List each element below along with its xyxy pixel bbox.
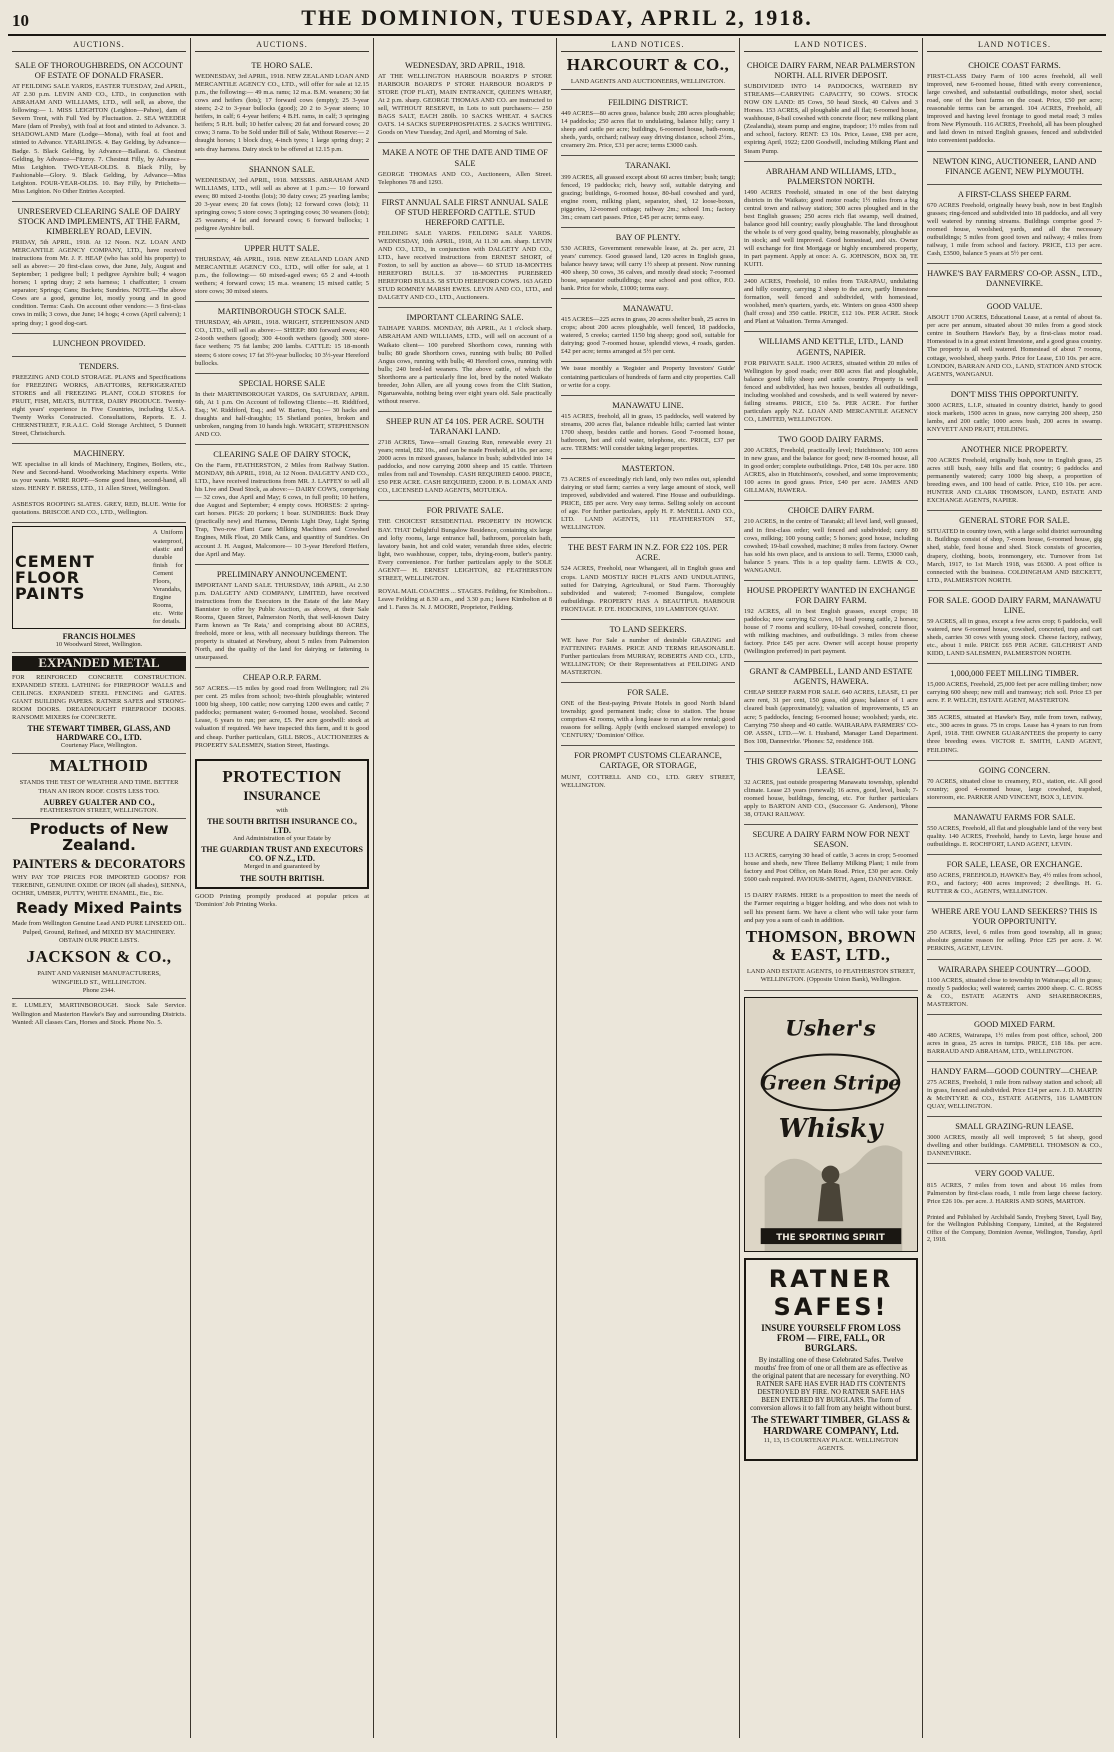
advertisement [927,152,1102,185]
ad-heading: 1,000,000 FEET MILLING TIMBER. [950,669,1079,679]
ad-heading: MACHINERY. [73,449,125,459]
ad-body: 250 ACRES, level, 6 miles from good township, all in grass; absolute genuine reason for selling. Price £25 per acre. J. W. PERKINS, AGENT, LEVIN. [927,929,1102,953]
advertisement [927,808,1102,855]
advertisement [927,855,1102,902]
ad-heading: FOR SALE, LEASE, OR EXCHANGE. [946,859,1083,869]
ad-body: ABOUT 1700 ACRES, Educational Lease, at a rental of about 6s. per acre per annum, situated about 30 miles from a good stock centre in Southern Hawke's Bay, by a first-class motor road. Homestead is in a great extent limestone, and a good grass country. The property is all well watered. Homestead of about 7 rooms, cottage, woolshed, sheep yards. Price for Lease, £10 10s. per acre. LONDON, BARRAN AND CO., LAND, STATION AND STOCK AGENTS, WANGANUI. [927,314,1102,378]
ad-body: WEDNESDAY, 3rd APRIL, 1918. MESSRS. ABRAHAM AND WILLIAMS, LTD., will sell as above at 1 p.m.:— 10 forward ewes; 80 mixed 2-tooths (lots); 30 dairy cows; 25 yearling lambs; 20 3-year ewes; 20 fat cows (lots); 12 forward cows (lots); 11 springing cows; 5 store cows; 3 springing cows; 30 weaners (lots); 25 weaners; 4 fat and forward cows; 6 forward bullocks; 1 pedigree Ayrshire bull. [195,176,369,232]
ad-heading: NEWTON KING, AUCTIONEER, LAND AND FINANCE AGENT, NEW PLYMOUTH. [932,156,1097,176]
ad-heading: MASTERTON. [621,463,675,473]
ad-heading: WILLIAMS AND KETTLE, LTD., LAND AGENTS, NAPIER. [758,337,904,357]
advertisement [927,185,1102,264]
ad-body: In their MARTINBOROUGH YARDS, On SATURDAY, APRIL 6th, At 1 p.m. On Account of following Clients:—H. Riddiford, Esq.; W. Riddiford, Esq.; and W. Barton, Esq.:— 30 hacks and draughts and half-draughts; 15 Shetland ponies, broken and unbroken, ranging from 10 hands high. WRIGHT, STEPHENSON AND CO. [195,390,369,438]
column-2: AUCTIONS. TE HORO SALE. WEDNESDAY, 3rd APRIL, 1918. NEW ZEALAND LOAN AND MERCANTILE AGENCY CO., LTD., will offer for sale at 12.15 p.m., the following:— 49 m.a. rams; 12 m.a. B.M. weaners; 30 fat cows and heifers (lots); 17 forward cows (empty); 25 3-year steers; 2-2 to 3-year bullocks (good); 20 2 to 3-year steers; 10 heifers, in calf; 6 4-year heifers; 4 B.H. rams, in calf; 3 springing heifers; 5 R.H. bull; 10 heifer calves; 20 fat and forward cows; 20 cows; 3 rams. To be Sold under Bill of Sale, Without Reserve:— 2 draught horses; 1 block dray, 4-inch tyres; 1 large spring dray; 2 sets dray harness. Dairy stock to be offered at 12.15 p.m. SHANNON SALE. WEDNESDAY, 3rd APRIL, 1918. MESSRS. ABRAHAM AND WILLIAMS, LTD., will sell as above at 1 p.m.:— 10 forward ewes; 80 mixed 2-tooths (lots); 30 dairy cows; 25 yearling lambs; 20 3-year ewes; 20 fat cows (lots); 12 forward cows (lots); 11 springing cows; 5 store cows; 3 springing cows; 30 weaners (lots); 25 weaners; 4 fat and forward cows; 6 forward bullocks; 1 pedigree Ayrshire bull. UPPER HUTT SALE. THURSDAY, 4th APRIL, 1918. NEW ZEALAND LOAN AND MERCANTILE AGENCY CO., LTD., will offer for sale, at 1 p.m., the following:— 60 mixed-aged ewes; 65 2 and 4-tooth wethers; 4 forward cows; 15 m.a. weaners; 15 mixed cattle; 5 store cows; 30 mixed steers. MARTINBOROUGH STOCK SALE. THURSDAY, 4th APRIL, 1918. WRIGHT, STEPHENSON AND CO., LTD., will sell as above:— SHEEP: 800 forward ewes; 400 2-tooth wethers (good); 300 4-tooth wethers (good); 300 store-face wethers; 75 fat lambs; 200 lambs. CATTLE: 15 18-month steers; 6 store cows; 17 fat 3½-year bullocks; 10 3½-year Hereford bullocks. SPECIAL HORSE SALE In their MARTINBOROUGH YARDS, On SATURDAY, APRIL 6th, At 1 p.m. On Account of following Clients:—H. Riddiford, Esq.; W. Riddiford, Esq.; and W. Barton, Esq.:— 30 hacks and draughts and half-draughts; 15 Shetland ponies, broken and unbroken, ranging from 10 hands high. WRIGHT, STEPHENSON AND CO. CLEARING SALE OF DAIRY STOCK, On the Farm, FEATHERSTON, 2 Miles from Railway Station. MONDAY, 8th APRIL, 1918, At 12 Noon. DALGETY AND CO., LTD., have received instructions from MR. J. LAFFEY to sell all his Live and Dead Stock, as above:— DAIRY COWS, comprising— 32 cows, due April and May; 6 cows, in full profit; 10 heifers, due August and September; 4 empty cows. HORSES: 2 spring-cart horses. PIGS: 20 porkers; 1 boar. SUNDRIES: Buck Dray (practically new) and Harness, Dennis Light Dray, Light Spring Trap, Two-row Plant Cane Milking Machines and Cowshed Engines, Milk Float, 20 Milk Cans, and quantity of Sundries. On account J. H. August, Malcomore— 10 3-year Hereford Heifers, due April and May. PRELIMINARY ANNOUNCEMENT. IMPORTANT LAND SALE. THURSDAY, 18th APRIL, At 2.30 p.m. DALGETY AND COMPANY, LIMITED, have received instructions from the Executors in the Estate of the late Mary Bannister to offer by Public Auction, as above, at their Sale Rooms, Queen Street, Palmerston North, that well-known Dairy Farm known as 'Te Rata,' and comprising about 80 ACRES, freehold, more or less, with all necessary buildings thereon. The property is situated at Newbury, about 5 miles from Palmerston North, and the quality of the land for dairying or fattening is unsurpassed. CHEAP O.R.P. FARM. 567 ACRES.—15 miles by good road from Wellington; rail 2¼ per cent. 25 miles from school; two-thirds ploughable; wintered 1000 big sheep, 100 cattle; now carrying 1200 ewes and cattle; 7 paddocks; permanent water; 6-roomed house, woolshed. Second Lease, 6 years to run; per acre, £5. Per acre goodwill: stock at valuation if required. We have inspected this farm, and it is good and cheap. Further particulars, GILL BROS., AUCTIONEERS & PROPERTY SALESMEN, Station Street, Hastings. PROTECTION INSURANCE with THE SOUTH BRITISH INSURANCE CO., LTD. And Administration of your Estate by THE GUARDIAN TRUST AND EXECUTORS CO. OF N.Z., LTD. Merged in and guaranteed by THE SOUTH BRITISH. GOOD Printing promptly produced at popular prices at 'Dominion' Job Printing Works. [191,38,374,1738]
ad-body: THURSDAY, 4th APRIL, 1918. WRIGHT, STEPHENSON AND CO., LTD., will sell as above:— SHEEP: 800 forward ewes; 400 2-tooth wethers (good); 300 4-tooth wethers (good); 300 store-face wethers; 75 fat lambs; 200 lambs. CATTLE: 15 18-month steers; 6 store cows; 17 fat 3½-year bullocks; 10 3½-year Hereford bullocks. [195,319,369,367]
ad-heading: SHANNON SALE. [248,164,316,174]
ad-body: 275 ACRES, Freehold, 1 mile from railway station and school; all in grass, fenced and subdivided. Price £14 per acre. J. D. MARTIN & McINTYRE & CO., ESTATE AGENTS, 116 LAMBTON QUAY, WELLINGTON. [927,1079,1102,1111]
ad-body: 530 ACRES, Government renewable lease, at 2s. per acre, 21 years' currency. Good grassed land, 120 acres in English grass, balance heavy tawa; will carry 1½ sheep at present. Now running 400 sheep, 30 cows, 36 calves, and mostly dead stock; 7-roomed house, separator outbuildings; near school and post office, P.O. bank. Price for whole, £1000; terms easy. [561,244,735,293]
advertisement [744,501,918,580]
ad-body: 70 ACRES, situated close to creamery, P.O., station, etc. All good country; good 4-roomed house, large cowshed, trapshed, storeroom, etc. PARKER AND VINCENT, BOX 3, LEVIN. [927,777,1102,801]
ad-body: 670 ACRES Freehold, originally heavy bush, now in best English grasses; ring-fenced and subdivided into 18 paddocks, and all very well watered by running streams. Buildings comprise good 7-roomed house, woolshed, yards, and all the necessary outbuildings; 5 miles from good town and railway; 4 miles from railway, 1 mile from school and factory. PRICE, £13 per acre. Cash, £3500, balance 5 years at 5½ per cent. [927,201,1102,258]
ad-body: 415 ACRES—225 acres in grass, 20 acres shelter bush, 25 acres in crops; about 200 acres ploughable, well fenced, 18 paddocks, watered, 5 creeks; carried 1150 big sheep; good soil, suitable for dairying; good 7-roomed house, splendid views, 4 roads, garden. £42 per acre; terms arranged at 5½ per cent. [561,316,735,356]
ad-heading: MANAWATU FARMS FOR SALE. [953,812,1076,822]
ad-heading: HANDY FARM—GOOD COUNTRY—CHEAP. [931,1066,1098,1076]
ad-body: 700 ACRES Freehold, originally bush, now in English grass, 25 acres still bush, easy hills and flat country; 6 paddocks and permanently watered; carry 1000 big sheep, a proportion of breeding ewes, and 100 head of cattle. Price, £10 10s. per acre. HUNTER AND CLARK THOMSON, LAND, ESTATE AND EXCHANGE AGENTS, NAPIER. [927,457,1102,505]
column-3: WEDNESDAY, 3RD APRIL, 1918. AT THE WELLINGTON HARBOUR BOARD'S P STORE HARBOUR BOARD'S P STORE HARBOUR BOARD'S P STORE (TOP FLAT), MAIN ENTRANCE, QUEEN'S WHARF, At 2 p.m. sharp. GEORGE THOMAS AND CO. are instructed to sell, WITHOUT RESERVE, in Lots to suit purchasers:— 250 BAGS SALT, EACH 280lb. 10 SACKS WHEAT. 4 SACKS OATS. 14 SACKS SUPERPHOSPHATES. 2 SACKS WHITING. Goods on View Tuesday, 2nd April, and Morning of Sale. MAKE A NOTE OF THE DATE AND TIME OF SALE GEORGE THOMAS AND CO., Auctioneers, Allen Street. Telephones 78 and 1293. FIRST ANNUAL SALE FIRST ANNUAL SALE OF STUD HEREFORD CATTLE. STUD HEREFORD CATTLE. FEILDING SALE YARDS. FEILDING SALE YARDS. WEDNESDAY, 10th APRIL, 1918, At 11.30 a.m. sharp. LEVIN AND CO., LTD., in conjunction with DALGETY AND CO., LTD., have received instructions from ERNEST SHORT, of Foxton, to sell by auction as above— 60 STUD 18-MONTHS HEREFORD BULLS. 37 18-MONTHS PUREBRED HEREFORD BULLS. 58 STUD HEREFORD COWS. 163 AGED STUD ROMNEY MARSH EWES. LEVIN AND CO., LTD., and DALGETY AND CO., LTD., Auctioneers. IMPORTANT CLEARING SALE. TAIHAPE YARDS. MONDAY, 8th APRIL, At 1 o'clock sharp. ABRAHAM AND WILLIAMS, LTD., will sell on account of a Waikato client— 100 purebred Shorthorn cows, running with bulls; 80 grade Shorthorn cows, running with bulls; 80 Polled Angus cows, running with bulls; 40 Hereford cows, running with bulls; 240 bred-led weaners. The above cattle, of which the Shorthorns are a particularly fine lot, bred by the noted Waikato breeder, John Allen, are all young cows from the Clift Station, Ngaruawahia, nothing being over eight years old. Sale practically without reserve. SHEEP RUN AT £4 10S. PER ACRE. SOUTH TARANAKI LAND. 2718 ACRES, Tawa—small Grazing Run, renewable every 21 years; rental, £82 10s., and can be made Freehold, at 10s. per acre; 2000 acres in mixed grasses, balance in bush; subdivided into 14 paddocks, and now carrying 2000 sheep and 15 cattle. Thirteen miles from rail and Township. CASH REQUIRED £4000. PRICE, £50 PER ACRE. CASH REQUIRED, £2000. P. B. LOMAX AND CO., LICENSED LAND AGENTS, MOTUEKA. FOR PRIVATE SALE. THE CHOICEST RESIDENTIAL PROPERTY IN HOWICK BAY. THAT Delightful Bungalow Residence, containing six large and lofty rooms, large entrance hall, bathroom, porcelain bath, lavatory basin, hot and cold water, verandah three sides, electric light, two washhouse, copper, tubs, drying-room, butler's pantry. Every convenience. For further particulars apply to the SOLE AGENT— H. ERNEST LEIGHTON, 82 FEATHERSTON STREET, WELLINGTON. ROYAL MAIL COACHES ... STAGES. Feilding, for Kimbolton... Leave Feilding at 8.30 a.m., and 3.30 p.m.; leave Kimbolton at 8 and 1. Fares 3s. N. J. MOORE, Proprietor, Feilding. [374,38,557,1738]
expanded-metal-heading: EXPANDED METAL [12,656,186,670]
ad-body: 449 ACRES—80 acres grass, balance bush; 280 acres ploughable; 14 paddocks; 250 acres flat to undulating, balance hilly; carry 1 sheep and cattle per acre; buildings, 6-roomed house, bath-room, sheds, yards, orchard; railway easy driving distance, school 2½m., creamery 2m. Price, £31 per acre; terms £3000 cash. [561,110,735,150]
advertisement [927,1117,1102,1164]
jackson-co-heading: JACKSON & CO., [26,947,172,967]
advertisement [195,56,369,160]
ad-heading: THIS GROWS GRASS. STRAIGHT-OUT LONG LEASE. [745,756,917,776]
advertisement [927,664,1102,711]
ad-body: We issue monthly a 'Register and Property Investors' Guide' containing particulars of hundreds of farm and city properties. Call or write for a copy. [561,365,736,389]
page-number: 10 [12,11,29,30]
advertisement [561,620,735,683]
ad-heading: THE BEST FARM IN N.Z. FOR £22 10S. PER ACRE. [568,543,728,563]
advertisement [927,761,1102,808]
ad-heading: SPECIAL HORSE SALE [238,378,326,388]
advertisement [744,332,918,430]
printer-imprint: Printed and Published by Archibald Sando, Freyberg Street, Lyall Bay, for the Wellington Publishing Company, Limited, at the Registered Office of the Company, Dominion Avenue, Wellington, Tuesday, April 2, 1918. [927,1214,1102,1244]
ad-heading: GOOD VALUE. [986,302,1043,312]
ad-body: AT FEILDING SALE YARDS, EASTER TUESDAY, 2nd APRIL, AT 2.30 p.m. LEVIN AND CO., LTD., in conjunction with ABRAHAM AND WILLIAMS, LTD., will sell, as above, the following:— 1. MISS LEIGHTON (Leighton—Pahoe), dam of Severn Trent, with Full Yed by Fluctuation. 2. SEA WEEDER Mare (dam of Presby), with foal at foot and stinted to Advance. 3. SHADOWLAND Mare (Lodge—Mona), with foal at foot and stinted to Advance. YEARLINGS. 4. Bay Gelding, by Advance—Badge. 5. Black Gelding, by Advance—Ballarat. 6. Chestnut Gelding, by Advance—Fitzroy. 7. Chestnut Filly, by Advance—Miss Leighton. TWO-YEAR-OLDS. 8. Black Filly, by Fashionable—Glory. 9. Black Gelding, by Advance—Miss Leighton. FOUR-YEAR-OLDS. 10. Bay Filly, by Pritchetts—Miss Leighton. No Other Entries Accepted. [12,83,186,195]
ad-body: On the Farm, FEATHERSTON, 2 Miles from Railway Station. MONDAY, 8th APRIL, 1918, At 12 Noon. DALGETY AND CO., LTD., have received instructions from MR. J. LAFFEY to sell all his Live and Dead Stock, as above:— DAIRY COWS, comprising— 32 cows, due April and May; 6 cows, in full profit; 10 heifers, due August and September; 4 empty cows. HORSES: 2 spring-cart horses. PIGS: 20 porkers; 1 boar. SUNDRIES: Buck Dray (practically new) and Harness, Dennis Light Dray, Light Spring Trap, Two-row Plant Cane Milking Machines and Cowshed Engines, Milk Float, 20 Milk Cans, and quantity of Sundries. On account J. H. August, Malcomore— 10 3-year Hereford Heifers, due April and May. [195,462,369,558]
ad-heading: FOR SALE. [627,688,669,698]
advertisement [927,56,1102,152]
ad-body: 3000 ACRES, L.I.P., situated in country district, handy to good stock markets, 1500 acres in grass, now carrying 200 sheep, 250 lambs, and 200 cattle; 1000 acres bush, 200 acres in swamp. KNYVETT AND PRATT, FEILDING. [927,401,1102,433]
ad-heading: ANOTHER NICE PROPERTY. [960,444,1069,454]
ad-heading: FEILDING DISTRICT. [608,98,688,108]
advertisement [195,239,369,302]
advertisement [927,511,1102,590]
ad-heading: ABRAHAM AND WILLIAMS, LTD., PALMERSTON NORTH. [765,166,897,186]
column-heading: LAND NOTICES. [561,40,735,52]
ad-heading: UPPER HUTT SALE. [244,243,320,253]
advertisement [378,193,552,309]
ad-body: 113 ACRES, carrying 30 head of cattle, 3 acres in crop; 5-roomed house and sheds, new Three Bellamy Milking Plant; 1 mile from factory and Post Office, on Main Road. Price, £30 per acre. Only £600 cash required. PAVIOUR-SMITH, Agent, DANNEVIRKE. [744,852,918,884]
advertisement [744,56,918,162]
masthead-title: THE DOMINION, TUESDAY, APRIL 2, 1918. [301,5,813,30]
advertisement [744,275,918,332]
whisky-tagline: THE SPORTING SPIRIT [776,1232,885,1243]
advertisement [927,960,1102,1015]
advertisement [195,160,369,239]
ad-heading: WHERE ARE YOU LAND SEEKERS? THIS IS YOUR OPPORTUNITY. [931,907,1098,927]
ad-heading: TARANAKI. [625,161,671,171]
advertisement [744,662,918,751]
ad-heading: GOOD MIXED FARM. [973,1019,1056,1029]
ad-body: FOR PRIVATE SALE. 1900 ACRES, situated within 20 miles of Wellington by good roads; over 800 acres flat and ploughable, balance good hilly sheep and cattle country. Property is well fenced and subdivided, has two houses, besides all outbuildings, including woolshed and cowsheds, and is well watered by never-failing streams. PRICE, £10 5s. PER ACRE. For further particulars apply N.Z. LOAN AND MERCANTILE AGENCY CO., LIMITED, WELLINGTON. [744,359,918,423]
advertisement [561,683,735,746]
advertisement [927,440,1102,511]
advertisement [378,412,552,501]
ad-body: THE CHOICEST RESIDENTIAL PROPERTY IN HOWICK BAY. THAT Delightful Bungalow Residence, containing six large and lofty rooms, large entrance hall, bathroom, porcelain bath, lavatory basin, hot and cold water, verandah three sides, electric light, two washhouse, copper, tubs, drying-room, butler's pantry. Every convenience. For further particulars apply to the SOLE AGENT— H. ERNEST LEIGHTON, 82 FEATHERSTON STREET, WELLINGTON. [378,518,552,582]
column-6 [923,38,1106,1738]
advertisement [378,56,552,143]
ad-body: 815 ACRES, 7 miles from town and about 16 miles from Palmerston by first-class roads, 1 mile from large cheese factory. Price £26 10s. per acre. J. HARRIS AND SONS, MARTON. [927,1181,1102,1205]
column-4-ads [561,93,735,795]
advertisement [744,752,918,825]
advertisement [927,591,1102,664]
column-6-ads [927,56,1102,1211]
ad-heading: TE HORO SALE. [251,61,313,70]
newspaper-page [8,6,1106,1746]
advertisement [927,385,1102,440]
ad-body: 399 ACRES, all grassed except about 60 acres timber; bush; tangi; fenced, 19 paddocks; rich, heavy soil, suitable dairying and grazing; buildings, 6-roomed house, 80-bail cowshed and yard, engine room, milking plant, separator, shed, 12 loose-boxes, piggeries, 12-roomed cottage; railway 2m.; school 1m.; factory 3m.; cream cart passes. Price, £45 per acre; terms easy. [561,173,735,221]
ad-heading: LUNCHEON PROVIDED. [52,338,146,348]
column-5: LAND NOTICES. CHOICE DAIRY FARM, NEAR PALMERSTON NORTH. ALL RIVER DEPOSIT. SUBDIVIDED INTO 14 PADDOCKS, WATERED BY STREAMS—CARRYING CAPACITY, 90 COWS. STOCK NOW ON LAND: 85 Cows, 50 head Stock, 40 Calves and 3 Horses. 153 ACRES, all ploughable and all flat; 6-roomed house, washhouse, 8-bail cowshed with concrete floor; new milking plant (Zealandia), steam pump and engine, trapdoor; 1½ miles from rail and school, factory. RENT: £3 10s. Price, Lease, £98 per acre, expiring April, 1922; £200 Goodwill, including Milking Plant and Steam Pump. ABRAHAM AND WILLIAMS, LTD., PALMERSTON NORTH. 1490 ACRES Freehold, situated in one of the best dairying districts in the Waikato; good motor roads; 1½ miles from a big central town and railway station; 300 acres ploughed and in the best English grasses; 250 acres rich flat swamp, well drained, balance good hill country; easily ploughable. The land throughout the whole is of very good quality, being reasonably, ploughable as in stock; and well improved. Good homestead, and six. Owner will exchange for first Mortgage or highly encumbered property, in part payment. Apply at once: A. G. JOHNSON, BOX 38, TE KUITI. 2400 ACRES, Freehold, 10 miles from TARAPAU, undulating and hilly country, carrying 2 sheep to the acre, partly limestone formation, well fenced and subdivided, with homestead, woolshed, men's quarters, yards, etc. Winters on grass 4300 sheep (half cross) and 350 cattle. PRICE, £12 10s. PER ACRE. Stock and Plant at Valuation. Terms Arranged. WILLIAMS AND KETTLE, LTD., LAND AGENTS, NAPIER. FOR PRIVATE SALE. 1900 ACRES, situated within 20 miles of Wellington by good roads; over 800 acres flat and ploughable, balance good hilly sheep and cattle country. Property is well fenced and subdivided, has two houses, besides all outbuildings, including woolshed and cowsheds, and is well watered by never-failing streams. PRICE, £10 5s. PER ACRE. For further particulars apply N.Z. LOAN AND MERCANTILE AGENCY CO., LIMITED, WELLINGTON. TWO GOOD DAIRY FARMS. 200 ACRES, Freehold, practically level; Hutchinson's; 100 acres in new grass, and the balance for good; new 8-roomed house, all in good order; complete outbuildings. Price, £48 10s. per acre. 180 ACRES, also in Hutchinson's, cowshed, and some improvements; 100 acres in good grass. Price, £40 per acre. JAMES AND GILLMAN, HAWERA. CHOICE DAIRY FARM. 210 ACRES, in the centre of Taranaki; all level land, well grassed, and in first-class order; well fenced and subdivided; carry 80 cows, milking; 100 young cattle; 5 horses; good house, including cowshed; 19-bail cowshed, machine; 8 miles from factory. Owner has sold his own place, and is anxious to sell. Terms, £3000 cash, balance 5 years. This is a top quality farm. LEWIS & CO., WANGANUI. HOUSE PROPERTY WANTED IN EXCHANGE FOR DAIRY FARM. 192 ACRES, all in best English grasses, except crops; 18 paddocks; now carrying 62 cows, 10 head young cattle, 2 horses; house of 7 rooms and scullery, 10-bail cowshed, concrete floor, with milking machines, and outbuildings. 3 miles from cheese factory. Price £45 per acre. Owner will accept house property (Wellington preferred) in part payment. GRANT & CAMPBELL, LAND AND ESTATE AGENTS, HAWERA. CHEAP SHEEP FARM FOR SALE. 640 ACRES, LEASE, £1 per acre rent, 31 per cent, 150 grass, old grass; balance of 1 acre cleared bush (approximately); valuation of improvements, £5 an acre; 5 paddocks, fencing; 6-roomed house; woolshed; yards, etc. Carrying 750 sheep and 40 cattle. WAIRARAPA FARMERS' CO-OP. ASSN., LTD.—W. I. Husband, Manager Land Department. Box 108, Dannevirke. 'Phones: 52, residence 168. THIS GROWS GRASS. STRAIGHT-OUT LONG LEASE. 32 ACRES, just outside prospering Manawatu township, splendid climate. Lease 23 years (renewal); 16 acres, good, level, bush; 7-roomed house, buildings, fencing, etc. For further particulars apply to BARTON AND CO., (Successor G. Anderson), 'Phone 38, OTAKI RAILWAY. SECURE A DAIRY FARM NOW FOR NEXT SEASON. 113 ACRES, carrying 30 head of cattle, 3 acres in crop; 5-roomed house and sheds, new Three Bellamy Milking Plant; 1 mile from factory and Post Office, on Main Road. Price, £30 per acre. Only £600 cash required. PAVIOUR-SMITH, Agent, DANNEVIRKE. 15 DAIRY FARMS. HERE is a proposition to meet the needs of the Farmer requiring a bigger holding, and who does not wish to sell his present farm. We have a client who will take your farm and pay you a sum of cash in addition. THOMSON, BROWN & EAST, LTD., LAND AND ESTATE AGENTS, 10 FEATHERSTON STREET, WELLINGTON. (Opposite Union Bank), Wellington. Usher's Green Stripe Whisky THE SPORTING SPIRIT RATNER SAFES! INSURE YOURSELF FROM LOSS FROM — FIRE, FALL, OR BURGLARS. By installing one of these Celebrated Safes. Twelve mouths' free from of one or all them are as effective as the original patent that are necessary for everything. NO RATNER SAFE HAS EVER HAD ITS CONTENTS DESTROYED BY FIRE. NO RATNER SAFE HAS BEEN ENTERED BY BURGLARS. The form of conversion allows it to fall from any height without burst. The STEWART TIMBER, GLASS & HARDWARE COMPANY, Ltd. 11, 13, 15 COURTENAY PLACE. WELLINGTON AGENTS. [740,38,923,1738]
ad-body: IMPORTANT LAND SALE. THURSDAY, 18th APRIL, At 2.30 p.m. DALGETY AND COMPANY, LIMITED, have received instructions from the Executors in the Estate of the late Mary Bannister to offer by Public Auction, as above, at their Sale Rooms, Queen Street, Palmerston North, that well-known Dairy Farm known as 'Te Rata,' and comprising about 80 ACRES, freehold, more or less, with all necessary buildings thereon. The property is situated at Newbury, about 5 miles from Palmerston North, and the quality of the land for dairying or fattening is unsurpassed. [195,581,369,662]
ad-heading: GRANT & CAMPBELL, LAND AND ESTATE AGENTS, HAWERA. [749,667,913,687]
ad-body: 415 ACRES, freehold, all in grass, 15 paddocks, well watered by streams, 200 acres flat, balance rideable hills; carried last winter 1700 sheep, besides cattle and horses. Good 7-roomed house, bathroom, hot and cold water, telephone, etc. PRICE, £37 per acre. TERMS: Will consider taking larger properties. [561,412,735,452]
column-heading: AUCTIONS. [12,40,186,52]
whisky-product: Green Stripe [760,1070,901,1095]
ad-heading: WEDNESDAY, 3RD APRIL, 1918. [404,61,526,70]
ad-heading: SMALL GRAZING-RUN LEASE. [955,1122,1074,1132]
ad-body: 550 ACRES, Freehold, all flat and ploughable land of the very best quality. 140 ACRES, Freehold, handy to Levin, large house and outbuildings. E. ROCHFORT, LAND AGENT, LEVIN. [927,824,1102,848]
ad-body: SITUATED in country town, with a large solid district surrounding it. Buildings consist of shop, 7-room house, 6-roomed house, gig shed, stable, feed house and shed. Stock consists of groceries, drapery, clothing, boots, ironmongery, etc. Turnover from 1st March, 1917, to 1st March 1918, was £6300. A post office is connected with the business. COLDINGHAM AND BECKETT, LTD., PALMERSTON NORTH. [927,528,1102,584]
ad-body: 1100 ACRES, situated close to township in Wairarapa; all in grass; mostly 5 paddocks; well watered; carries 2000 sheep. C. C. ROSS & CO., ESTATE AGENTS AND SHAREBROKERS, MASTERTON. [927,976,1102,1008]
ad-heading: SALE OF THOROUGHBREDS, ON ACCOUNT OF ESTATE OF DONALD FRASER. [14,61,184,81]
ad-heading: FOR PROMPT CUSTOMS CLEARANCE, CARTAGE, OR STORAGE, [574,751,722,771]
advertisement [744,430,918,501]
advertisement [927,297,1102,384]
advertisement [927,1015,1102,1062]
advertisement [195,374,369,445]
ready-mixed-paints-heading: Ready Mixed Paints [15,899,183,918]
ad-heading: PRELIMINARY ANNOUNCEMENT. [216,569,348,579]
advertisement [927,1062,1102,1117]
whisky-brand: Usher's [785,1016,876,1042]
ratner-safes-ad: RATNER SAFES! INSURE YOURSELF FROM LOSS FROM — FIRE, FALL, OR BURGLARS. By installing one of these Celebrated Safes. Twelve mouths' free from of one or all them are as effective as the original patent that are necessary for everything. NO RATNER SAFE HAS EVER HAD ITS CONTENTS DESTROYED BY FIRE. NO RATNER SAFE HAS BEEN ENTERED BY BURGLARS. The form of conversion allows it to fall from any height without burst. The STEWART TIMBER, GLASS & HARDWARE COMPANY, Ltd. 11, 13, 15 COURTENAY PLACE. WELLINGTON AGENTS. [744,1258,918,1461]
ad-body: 2718 ACRES, Tawa—small Grazing Run, renewable every 21 years; rental, £82 10s., and can be made Freehold, at 10s. per acre; 2000 acres in mixed grasses, balance in bush; subdivided into 14 paddocks, and now carrying 2000 sheep and 15 cattle. Thirteen miles from rail and Township. CASH REQUIRED £4000. PRICE, £50 PER ACRE. CASH REQUIRED, £2000. P. B. LOMAX AND CO., LICENSED LAND AGENTS, MOTUEKA. [378,439,552,495]
ad-heading: CHOICE COAST FARMS. [968,61,1061,70]
cement-floor-paints-heading: CEMENT FLOOR PAINTS [15,551,95,603]
ad-body: 3000 ACRES, mostly all well improved; 5 fat sheep, good dwelling and other buildings. CAMPBELL THOMSON & CO., DANNEVIRKE. [927,1134,1102,1158]
ad-heading: TWO GOOD DAIRY FARMS. [778,435,884,445]
ad-heading: HOUSE PROPERTY WANTED IN EXCHANGE FOR DAIRY FARM. [746,585,916,605]
column-heading: LAND NOTICES. [927,40,1102,52]
whisky-kind: Whisky [778,1113,883,1144]
advertisement [12,202,186,334]
ad-body: WE specialise in all kinds of Machinery, Engines, Boilers, etc., New and Second-hand. Woodworking Machinery experts. Write us your wants. WIRE ROPE—Some good lines, second-hand, all sizes. HENRY F. BRESS, LTD., 11 Allen Street, Wellington. [12,461,186,493]
ushers-whisky-ad [744,997,918,1252]
harcourt-heading: HARCOURT & CO., [566,55,730,74]
advertisement [927,1164,1102,1210]
advertisement [561,156,735,227]
column-1-ads [12,56,186,498]
ad-heading: CLEARING SALE OF DAIRY STOCK, [213,449,351,459]
ad-body: 850 ACRES, FREEHOLD, HAWKE's Bay, 4½ miles from school, P.O., and factory; 400 acres improved; 2 dwellings. H. G. RUTTER & CO., AGENTS, WELLINGTON. [927,872,1102,896]
ad-heading: BAY OF PLENTY. [615,232,681,242]
ad-body: GEORGE THOMAS AND CO., Auctioneers, Allen Street. Telephones 78 and 1293. [378,170,552,186]
advertisement [927,711,1102,760]
ad-heading: TENDERS. [79,361,119,371]
ad-body: FIRST-CLASS Dairy Farm of 100 acres freehold, all well improved, new 6-roomed house, fitted with every convenience, large cowshed, and substantial outbuildings, motor shed, social road, one of the best farms on the coast. Price, £50 per acre; reasonable terms can be arranged. 104 ACRES, Freehold, all improved and having level frontage to good metal road; 3 miles from New Plymouth. 116 ACRES, Freehold, all has been ploughed and laid down in mixed English grasses, fenced and subdivided into convenient paddocks. [927,73,1102,145]
ad-body: WE have For Sale a number of desirable GRAZING and FATTENING FARMS. PRICE AND TERMS REASONABLE. Further particulars from MURRAY, ROBERTS AND CO., LTD., WELLINGTON; Or their Representatives at FEILDING AND MASTERTON. [561,636,735,677]
ad-heading: CHOICE DAIRY FARM. [787,506,875,516]
ad-heading: A FIRST-CLASS SHEEP FARM. [957,189,1072,199]
advertisement [561,362,735,395]
advertisement [561,396,735,459]
column-1: AUCTIONS. SALE OF THOROUGHBREDS, ON ACCOUNT OF ESTATE OF DONALD FRASER. AT FEILDING SALE YARDS, EASTER TUESDAY, 2nd APRIL, AT 2.30 p.m. LEVIN AND CO., LTD., in conjunction with ABRAHAM AND WILLIAMS, LTD., will sell, as above, the following:— 1. MISS LEIGHTON (Leighton—Pahoe), dam of Severn Trent, with Full Yed by Fluctuation. 2. SEA WEEDER Mare (dam of Presby), with foal at foot and stinted to Advance. 3. SHADOWLAND Mare (Lodge—Mona), with foal at foot and stinted to Advance. YEARLINGS. 4. Bay Gelding, by Advance—Badge. 5. Black Gelding, by Advance—Ballarat. 6. Chestnut Gelding, by Advance—Fitzroy. 7. Chestnut Filly, by Advance—Miss Leighton. TWO-YEAR-OLDS. 8. Black Filly, by Fashionable—Glory. 9. Black Gelding, by Advance—Miss Leighton. FOUR-YEAR-OLDS. 10. Bay Filly, by Pritchetts—Miss Leighton. No Other Entries Accepted. UNRESERVED CLEARING SALE OF DAIRY STOCK AND IMPLEMENTS, AT THE FARM, KIMBERLEY ROAD, LEVIN. FRIDAY, 5th APRIL, 1918. At 12 Noon. N.Z. LOAN AND MERCANTILE AGENCY COMPANY, LTD., have received instructions from Mr. J. F. HEAP (who has sold his property) to sell as above:— 20 first-class cows, due June, July, August and September; 1 pedigree bull; 1 pedigree Ayrshire bull; 4 wagon horses; 1 spring dray; 2 sets harness; 1 chaffcutter; 1 cream separator; Springs; Cans; Buckets; Sundries. NOTE.—The above Cows are a good, genuine lot, mostly young and in good condition. Terms: Cash. On account other vendors:— 3 first-class cows in milk; 3 cows, due June; 14 hogs; 4 cows (April calvers); 1 spring dray; 1 good dog-cart. LUNCHEON PROVIDED. TENDERS. FREEZING AND COLD STORAGE. PLANS and Specifications for FREEZING WORKS, ABATTOIRS, REFRIGERATED STORES and all FREEZING PLANT, COLD STORES for FRUIT, FISH, MEATS, BUTTER, DAIRY PRODUCE. Twenty-eight years' experience in Five Countries, including U.S.A. Twenty Works Constructed. Consultations, Reports. E. J. CHERNSTREET, F.R.A.I.C. Cold Storage Architect, 5 Dunnett Street, Christchurch. MACHINERY. WE specialise in all kinds of Machinery, Engines, Boilers, etc., New and Second-hand. Woodworking Machinery experts. Write us your wants. WIRE ROPE—Some good lines, second-hand, all sizes. HENRY F. BRESS, LTD., 11 Allen Street, Wellington. ASBESTOS ROOFING SLATES. GREY, RED, BLUE. Write for quotations. BRISCOE AND CO., LTD., Wellington. CEMENT FLOOR PAINTS A Uniform waterproof, elastic and durable finish for Cement Floors, Verandahs, Engine Rooms, etc. Write for details. FRANCIS HOLMES 10 Woodward Street, Wellington. EXPANDED METAL FOR REINFORCED CONCRETE CONSTRUCTION. EXPANDED STEEL LATHING for FIREPROOF WALLS and CEILINGS. EXPANDED STEEL FENCING and GATES. GIANT BUILDING PAPERS. RATNER SAFES and STRONG-ROOM DOORS. DREADNOUGHT FIREPROOF DOORS. RANSOME MIXERS for CONCRETE. THE STEWART TIMBER, GLASS, AND HARDWARE CO., LTD. Courtenay Place, Wellington. MALTHOID STANDS THE TEST OF WEATHER AND TIME. BETTER THAN AN IRON ROOF. COSTS LESS TOO. AUBREY GUALTER AND CO., FEATHERSTON STREET, WELLINGTON. Products of New Zealand. PAINTERS & DECORATORS WHY PAY TOP PRICES FOR IMPORTED GOODS? FOR TEREBINE, GENUINE OXIDE OF IRON (all shades), SIENNA, OCHRE, UMBER, PUTTY, WHITE ENAMEL, Etc., Etc. Ready Mixed Paints Made from Wellington Genuine Lead AND PURE LINSEED OIL. Pulped, Ground, Refined, and MIXED BY MACHINERY. OBTAIN OUR PRICE LISTS. JACKSON & CO., PAINT AND VARNISH MANUFACTURERS, WINGFIELD ST., WELLINGTON. Phone 2344. E. LUMLEY, MARTINBOROUGH. Stock Sale Service. Wellington and Masterton Hawke's Bay and surrounding Districts. Wanted: All classes Cars, Horses and Stock. Phone No. 5. [8,38,191,1738]
ad-body: SUBDIVIDED INTO 14 PADDOCKS, WATERED BY STREAMS—CARRYING CAPACITY, 90 COWS. STOCK NOW ON LAND: 85 Cows, 50 head Stock, 40 Calves and 3 Horses. 153 ACRES, all ploughable and all flat; 6-roomed house, washhouse, 8-bail cowshed with concrete floor; new milking plant (Zealandia), steam pump and engine, trapdoor; 1½ miles from rail and school, factory. RENT: £3 10s. Price, Lease, £98 per acre, expiring April, 1922; £200 Goodwill, including Milking Plant and Steam Pump. [744,83,918,155]
ad-body: 480 ACRES, Wairarapa, 1½ miles from post office, school, 200 acres in grass, 25 acres in turnips. PRICE, £18 18s. per acre. BARRAUD AND ABRAHAM, LTD., WELLINGTON. [927,1031,1102,1055]
ad-heading: UNRESERVED CLEARING SALE OF DAIRY STOCK AND IMPLEMENTS, AT THE FARM, KIMBERLEY ROAD, LEVIN. [17,206,181,236]
advertisement [561,746,735,794]
ad-heading: FIRST ANNUAL SALE FIRST ANNUAL SALE OF STUD HEREFORD CATTLE. STUD HEREFORD CATTLE. [381,197,549,227]
column-5-ads [744,56,918,889]
ad-body: ONE of the Best-paying Private Hotels in good North Island township; good permanent trade; close to station. The house comprises 42 rooms, with a long lease to run at a low rental; good reasons for selling. Apply (with enclosed stamped envelope) to 'CENTURY,' 'Dominion' Office. [561,700,735,740]
ad-body: FEILDING SALE YARDS. FEILDING SALE YARDS. WEDNESDAY, 10th APRIL, 1918, At 11.30 a.m. sharp. LEVIN AND CO., LTD., in conjunction with DALGETY AND CO., LTD., have received instructions from ERNEST SHORT, of Foxton, to sell by auction as above— 60 STUD 18-MONTHS HEREFORD BULLS. 37 18-MONTHS PUREBRED HEREFORD BULLS. 58 STUD HEREFORD COWS. 163 AGED STUD ROMNEY MARSH EWES. LEVIN AND CO., LTD., and DALGETY AND CO., LTD., Auctioneers. [378,229,552,302]
ad-heading: MARTINBOROUGH STOCK SALE. [217,307,347,317]
ad-heading: SECURE A DAIRY FARM NOW FOR NEXT SEASON. [752,830,910,850]
column-3-ads [378,56,552,588]
ad-heading: GOING CONCERN. [978,765,1051,775]
masthead [8,6,1106,36]
ad-heading: MANAWATU. [622,304,674,314]
ad-body: 200 ACRES, Freehold, practically level; Hutchinson's; 100 acres in new grass, and the balance for good; new 8-roomed house, all in good order; complete outbuildings. Price, £48 10s. per acre. 180 ACRES, also in Hutchinson's, cowshed, and some improvements; 100 acres in good grass. Price, £40 per acre. JAMES AND GILLMAN, HAWERA. [744,447,918,495]
ad-heading: WAIRARAPA SHEEP COUNTRY—GOOD. [938,964,1091,974]
advertisement [378,143,552,192]
ad-heading: MANAWATU LINE. [612,400,684,410]
roofing-ad: ASBESTOS ROOFING SLATES. GREY, RED, BLUE. Write for quotations. BRISCOE AND CO., LTD., Wellington. [12,498,186,523]
protection-insurance-ad: PROTECTION INSURANCE with THE SOUTH BRITISH INSURANCE CO., LTD. And Administration of your Estate by THE GUARDIAN TRUST AND EXECUTORS CO. OF N.Z., LTD. Merged in and guaranteed by THE SOUTH BRITISH. [195,759,369,889]
advertisement [195,302,369,373]
ad-heading: DON'T MISS THIS OPPORTUNITY. [950,389,1079,399]
column-heading: LAND NOTICES. [744,40,918,52]
advertisement [12,334,186,357]
products-nz-heading: Products of New Zealand. [29,820,169,855]
advertisement [195,668,369,754]
cement-floor-paint-ad: CEMENT FLOOR PAINTS A Uniform waterproof, elastic and durable finish for Cement Floors, Verandahs, Engine Rooms, etc. Write for details. [12,526,186,629]
advertisement [744,581,918,662]
ad-heading: TO LAND SEEKERS. [609,624,687,634]
ad-heading: FOR PRIVATE SALE. [426,506,504,516]
ad-heading: IMPORTANT CLEARING SALE. [406,313,524,323]
advertisement [12,56,186,202]
ad-heading: FOR SALE. GOOD DAIRY FARM, MANAWATU LINE. [927,595,1102,615]
advertisement [561,228,735,299]
advertisement [927,902,1102,959]
advertisement [378,308,552,412]
column-4: LAND NOTICES. HARCOURT & CO., LAND AGENTS AND AUCTIONEERS, WELLINGTON. FEILDING DISTRICT. 449 ACRES—80 acres grass, balance bush; 280 acres ploughable; 14 paddocks; 250 acres flat to undulating, balance hilly; carry 1 sheep and cattle per acre; buildings, 6-roomed house, bath-room, sheds, yards, orchard; railway easy driving distance, school 2½m., creamery 2m. Price, £31 per acre; terms £3000 cash. TARANAKI. 399 ACRES, all grassed except about 60 acres timber; bush; tangi; fenced, 19 paddocks; rich, heavy soil, suitable dairying and grazing; buildings, 6-roomed house, 80-bail cowshed and yard, engine room, milking plant, separator, shed, 12 loose-boxes, piggeries, 12-roomed cottage; railway 2m.; school 1m.; factory 3m.; cream cart passes. Price, £45 per acre; terms easy. BAY OF PLENTY. 530 ACRES, Government renewable lease, at 2s. per acre, 21 years' currency. Good grassed land, 120 acres in English grass, balance heavy tawa; will carry 1½ sheep at present. Now running 400 sheep, 30 cows, 36 calves, and mostly dead stock; 7-roomed house, separator outbuildings; near school and post office, P.O. bank. Price for whole, £1000; terms easy. MANAWATU. 415 ACRES—225 acres in grass, 20 acres shelter bush, 25 acres in crops; about 200 acres ploughable, well fenced, 18 paddocks, watered, 5 creeks; carried 1150 big sheep; good soil, suitable for dairying; good 7-roomed house, splendid views, 4 roads, garden. £42 per acre; terms arranged at 5½ per cent. We issue monthly a 'Register and Property Investors' Guide' containing particulars of hundreds of farm and city properties. Call or write for a copy. MANAWATU LINE. 415 ACRES, freehold, all in grass, 15 paddocks, well watered by streams, 200 acres flat, balance rideable hills; carried last winter 1700 sheep, besides cattle and horses. Good 7-roomed house, bathroom, hot and cold water, telephone, etc. PRICE, £37 per acre. TERMS: Will consider taking larger properties. MASTERTON. 73 ACRES of exceedingly rich land, only two miles out, splendid dairying or stud farm; carries a very large amount of stock, well improved, subdivided and watered. Fine House and outbuildings. PRICE, £85 per acre. Very easy terms. Selling solely on account of age. For further particulars, apply H. F. McNEILL AND CO., LTD. LAND AGENTS, 111 FEATHERSTON ST., WELLINGTON. THE BEST FARM IN N.Z. FOR £22 10S. PER ACRE. 524 ACRES, Freehold, near Whangarei, all in English grass and crops. LAND MOSTLY RICH FLATS AND UNDULATING, suited for Dairying, Agricultural, or Stud Farm. Thoroughly subdivided and watered; 7-roomed Bungalow, complete outbuildings. PROPERTY HAS A BEAUTIFUL HARBOUR FRONTAGE. P. D'E. HODCKINS, 119 LAMBTON QUAY. TO LAND SEEKERS. WE have For Sale a number of desirable GRAZING and FATTENING FARMS. PRICE AND TERMS REASONABLE. Further particulars from MURRAY, ROBERTS AND CO., LTD., WELLINGTON; Or their Representatives at FEILDING AND MASTERTON. FOR SALE. ONE of the Best-paying Private Hotels in good North Island township; good permanent trade; close to station. The house comprises 42 rooms, with a long lease to run at a low rental; good reasons for selling. Apply (with enclosed stamped envelope) to 'CENTURY,' 'Dominion' Office. FOR PROMPT CUSTOMS CLEARANCE, CARTAGE, OR STORAGE, MUNT, COTTRELL AND CO., LTD. GREY STREET, WELLINGTON. [557,38,740,1738]
advertisement [927,264,1102,297]
ad-heading: CHEAP O.R.P. FARM. [242,673,322,683]
malthoid-heading: MALTHOID [49,756,149,776]
ad-body: 192 ACRES, all in best English grasses, except crops; 18 paddocks; now carrying 62 cows, 10 head young cattle, 2 horses; house of 7 rooms and scullery, 10-bail cowshed, concrete floor, with milking machines, and outbuildings. 3 miles from cheese factory. Price £45 per acre. Owner will accept house property (Wellington preferred) in part payment. [744,607,918,656]
ad-body: 385 ACRES, situated at Hawke's Bay, mile from town, railway, etc., 300 acres in grass. 75 in crops. Lease has 4 years to run from April, 1918. THE OWNER GUARANTEES the property to carry three breeding ewes. VICTOR E. SMITH, LAND AGENT, FEILDING. [927,714,1102,754]
advertisement [195,445,369,565]
ad-body: CHEAP SHEEP FARM FOR SALE. 640 ACRES, LEASE, £1 per acre rent, 31 per cent, 150 grass, old grass; balance of 1 acre cleared bush (approximately); valuation of improvements, £5 an acre; 5 paddocks, fencing; 6-roomed house; woolshed; yards, etc. Carrying 750 sheep and 40 cattle. WAIRARAPA FARMERS' CO-OP. ASSN., LTD.—W. I. Husband, Manager Land Department. Box 108, Dannevirke. 'Phones: 52, residence 168. [744,689,918,745]
advertisement [195,565,369,669]
ad-body: FREEZING AND COLD STORAGE. PLANS and Specifications for FREEZING WORKS, ABATTOIRS, REFRIGERATED STORES and all FREEZING PLANT, COLD STORES for FRUIT, FISH, MEATS, BUTTER, DAIRY PRODUCE. Twenty-eight years' experience in Five Countries, including U.S.A. Twenty Works Constructed. Consultations, Reports. E. J. CHERNSTREET, F.R.A.I.C. Cold Storage Architect, 5 Dunnett Street, Christchurch. [12,373,186,438]
advertisement [12,444,186,498]
ad-body: 567 ACRES.—15 miles by good road from Wellington; rail 2¼ per cent. 25 miles from school; two-thirds ploughable; wintered 1000 big sheep, 100 cattle; now carrying 1200 ewes and cattle; 7 paddocks; permanent water; 6-roomed house, woolshed. Second Lease, 6 years to run; per acre, £5. Per acre goodwill: stock at valuation if required. We have inspected this farm, and it is good and cheap. Further particulars, GILL BROS., AUCTIONEERS & PROPERTY SALESMEN, Station Street, Hastings. [195,685,369,749]
ad-body: 1490 ACRES Freehold, situated in one of the best dairying districts in the Waikato; good motor roads; 1½ miles from a big central town and railway station; 300 acres ploughed and in the best English grasses; 250 acres rich flat swamp, well drained, balance good hill country; easily ploughable. The land throughout the whole is of very good quality, being reasonably, ploughable as in stock; and well improved. Good homestead, and six. Owner will exchange for first Mortgage or highly encumbered property, in part payment. Apply at once: A. G. JOHNSON, BOX 38, TE KUITI. [744,188,918,269]
ad-body: THURSDAY, 4th APRIL, 1918. NEW ZEALAND LOAN AND MERCANTILE AGENCY CO., LTD., will offer for sale, at 1 p.m., the following:— 60 mixed-aged ewes; 65 2 and 4-tooth wethers; 4 forward cows; 15 m.a. weaners; 15 mixed cattle; 5 store cows; 30 mixed steers. [195,256,369,296]
ad-body: AT THE WELLINGTON HARBOUR BOARD'S P STORE HARBOUR BOARD'S P STORE HARBOUR BOARD'S P STORE (TOP FLAT), MAIN ENTRANCE, QUEEN'S WHARF, At 2 p.m. sharp. GEORGE THOMAS AND CO. are instructed to sell, WITHOUT RESERVE, in Lots to suit purchasers:— 250 BAGS SALT, EACH 280lb. 10 SACKS WHEAT. 4 SACKS OATS. 14 SACKS SUPERPHOSPHATES. 2 SACKS WHITING. Goods on View Tuesday, 2nd April, and Morning of Sale. [378,73,552,137]
advertisement [561,93,735,156]
columns [8,38,1106,1738]
ad-body: 524 ACRES, Freehold, near Whangarei, all in English grass and crops. LAND MOSTLY RICH FLATS AND UNDULATING, suited for Dairying, Agricultural, or Stud Farm. Thoroughly subdivided and watered; 7-roomed Bungalow, complete outbuildings. PROPERTY HAS A BEAUTIFUL HARBOUR FRONTAGE. P. D'E. HODCKINS, 119 LAMBTON QUAY. [561,565,735,613]
thomson-brown-east-heading: THOMSON, BROWN & EAST, LTD., [745,926,917,965]
ad-body: 15,000 ACRES, Freehold, 25,000 feet per acre milling timber; now carrying 600 sheep; new mill and tramway; rich soil. Price £3 per acre. F. P. WELCH, ESTATE AGENT, MASTERTON. [927,681,1102,705]
column-2-ads [195,56,369,755]
ad-body: FRIDAY, 5th APRIL, 1918. At 12 Noon. N.Z. LOAN AND MERCANTILE AGENCY COMPANY, LTD., have received instructions from Mr. J. F. HEAP (who has sold his property) to sell as above:— 20 first-class cows, due June, July, August and September; 1 pedigree bull; 1 pedigree Ayrshire bull; 4 wagon horses; 1 spring dray; 2 sets harness; 1 chaffcutter; 1 cream separator; Springs; Cans; Buckets; Sundries. NOTE.—The above Cows are a good, genuine lot, mostly young and in good condition. Terms: Cash. On account other vendors:— 3 first-class cows in milk; 3 cows, due June; 14 hogs; 4 cows (April calvers); 1 spring dray; 1 good dog-cart. [12,239,186,327]
ad-body: 210 ACRES, in the centre of Taranaki; all level land, well grassed, and in first-class order; well fenced and subdivided; carry 80 cows, milking; 100 young cattle; 5 horses; good house, including cowshed; 19-bail cowshed, machine; 8 miles from factory. Owner has sold his own place, and is anxious to sell. Terms, £3000 cash, balance 5 years. This is a top quality farm. LEWIS & CO., WANGANUI. [744,518,918,574]
ad-body: WEDNESDAY, 3rd APRIL, 1918. NEW ZEALAND LOAN AND MERCANTILE AGENCY CO., LTD., will offer for sale at 12.15 p.m., the following:— 49 m.a. rams; 12 m.a. B.M. weaners; 30 fat cows and heifers (lots); 17 forward cows (empty); 25 3-year steers; 2-2 to 3-year bullocks (good); 20 2 to 3-year steers; 10 heifers, in calf; 6 4-year heifers; 4 B.H. rams, in calf; 3 springing heifers; 5 R.H. bull; 10 heifer calves; 20 fat and forward cows; 20 cows; 3 rams. To be Sold under Bill of Sale, Without Reserve:— 2 draught horses; 1 block dray, 4-inch tyres; 1 large spring dray; 2 sets dray harness. Dairy stock to be offered at 12.15 p.m. [195,73,369,153]
ad-heading: MAKE A NOTE OF THE DATE AND TIME OF SALE [382,148,548,168]
advertisement [744,162,918,276]
ad-body: TAIHAPE YARDS. MONDAY, 8th APRIL, At 1 o'clock sharp. ABRAHAM AND WILLIAMS, LTD., will sell on account of a Waikato client— 100 purebred Shorthorn cows, running with bulls; 80 grade Shorthorn cows, running with bulls; 80 Polled Angus cows, running with bulls; 40 Hereford cows, running with bulls; 240 bred-led weaners. The above cattle, of which the Shorthorns are a particularly fine lot, bred by the noted Waikato breeder, John Allen, are all young cows from the Clift Station, Ngaruawahia, nothing being over eight years old. Sale practically without reserve. [378,325,552,405]
ad-heading: HAWKE'S BAY FARMERS' CO-OP. ASSN., LTD., DANNEVIRKE. [927,269,1102,289]
ad-body: 2400 ACRES, Freehold, 10 miles from TARAPAU, undulating and hilly country, carrying 2 sheep to the acre, partly limestone formation, well fenced and subdivided, with homestead, woolshed, men's quarters, yards, etc. Winters on grass 4300 sheep (half cross) and 350 cattle. PRICE, £12 10s. PER ACRE. Stock and Plant at Valuation. Terms Arranged. [744,278,918,326]
advertisement [12,357,186,444]
column-heading: AUCTIONS. [195,40,369,52]
advertisement [561,299,735,362]
ad-body: MUNT, COTTRELL AND CO., LTD. GREY STREET, WELLINGTON. [561,773,735,789]
advertisement [561,459,735,538]
ad-body: 59 ACRES, all in grass, except a few acres crop; 6 paddocks, well watered, new 6-roomed house, cowshed, concreted, trap and cart sheds, carries 30 cows with young stock. Cheese factory, railway, etc., about 1 mile. PRICE £65 PER ACRE. GILCHRIST AND KIDD, LAND SALESMEN, PALMERSTON NORTH. [927,617,1102,658]
ad-heading: CHOICE DAIRY FARM, NEAR PALMERSTON NORTH. ALL RIVER DEPOSIT. [746,61,916,81]
ad-heading: SHEEP RUN AT £4 10S. PER ACRE. SOUTH TARANAKI LAND. [386,416,544,436]
advertisement [378,501,552,587]
ad-heading: VERY GOOD VALUE. [974,1169,1055,1179]
ad-body: 32 ACRES, just outside prospering Manawatu township, splendid climate. Lease 23 years (renewal); 16 acres, good, level, bush; 7-roomed house, buildings, fencing, etc. For further particulars apply to BARTON AND CO., (Successor G. Anderson), 'Phone 38, OTAKI RAILWAY. [744,778,918,819]
advertisement [744,825,918,889]
ad-heading: GENERAL STORE FOR SALE. [959,516,1070,526]
ad-body: 73 ACRES of exceedingly rich land, only two miles out, splendid dairying or stud farm; carries a very large amount of stock, well improved, subdivided and watered. Fine House and outbuildings. PRICE, £85 per acre. Very easy terms. Selling solely on account of age. For further particulars, apply H. F. McNEILL AND CO., LTD. LAND AGENTS, 111 FEATHERSTON ST., WELLINGTON. [561,476,735,532]
advertisement [561,538,735,619]
